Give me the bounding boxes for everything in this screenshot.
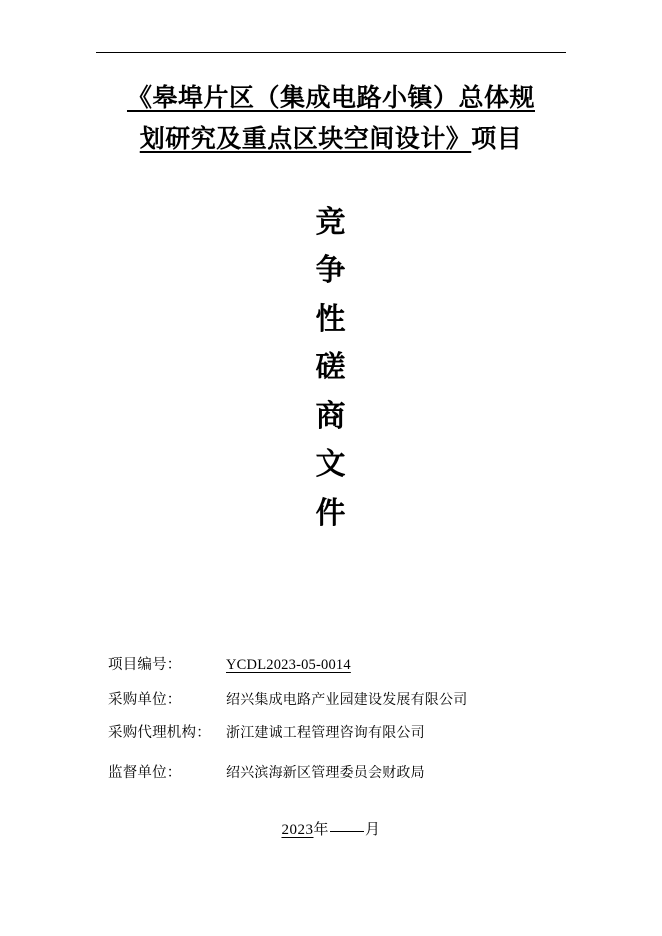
date-year: 2023 bbox=[281, 822, 314, 838]
vertical-title-char-6: 文 bbox=[315, 448, 347, 482]
metadata-row-project-number bbox=[108, 655, 568, 676]
metadata-label-supervisor: 监督单位： bbox=[108, 764, 182, 781]
page-title-line-2-plain: 项目 bbox=[471, 126, 523, 154]
vertical-title-char-4: 磋 bbox=[315, 351, 347, 385]
metadata-label-agency: 采购代理机构： bbox=[108, 725, 211, 742]
vertical-title-char-5: 商 bbox=[315, 399, 347, 433]
metadata-value-agency: 浙江建诚工程管理咨询有限公司 bbox=[226, 726, 425, 742]
metadata-label-purchaser: 采购单位： bbox=[108, 692, 182, 709]
metadata-row-purchaser bbox=[108, 690, 568, 711]
page-title-line-2-underlined: 划研究及重点区块空间设计》 bbox=[139, 126, 472, 154]
metadata-value-project-number: YCDL2023-05-0014 bbox=[226, 657, 351, 673]
date-year-suffix: 年 bbox=[313, 822, 329, 838]
metadata-value-purchaser: 绍兴集成电路产业园建设发展有限公司 bbox=[226, 693, 468, 709]
document-metadata bbox=[108, 655, 568, 784]
metadata-value-supervisor: 绍兴滨海新区管理委员会财政局 bbox=[226, 765, 425, 781]
date-month-suffix: 月 bbox=[365, 822, 381, 838]
metadata-label-project-number: 项目编号： bbox=[108, 657, 182, 673]
vertical-title-char-2: 争 bbox=[315, 254, 347, 288]
page-title bbox=[96, 0, 566, 161]
metadata-row-agency bbox=[108, 723, 568, 744]
vertical-title-char-1: 竞 bbox=[315, 205, 347, 239]
date-month-blank bbox=[330, 831, 364, 832]
page-title-line-1: 《皋埠片区（集成电路小镇）总体规 bbox=[126, 85, 535, 112]
header-rule bbox=[96, 52, 566, 53]
vertical-title-char-7: 件 bbox=[315, 497, 347, 531]
metadata-row-supervisor bbox=[108, 763, 568, 784]
document-date bbox=[0, 818, 662, 839]
vertical-title-char-3: 性 bbox=[315, 302, 347, 336]
vertical-document-type bbox=[301, 161, 361, 539]
